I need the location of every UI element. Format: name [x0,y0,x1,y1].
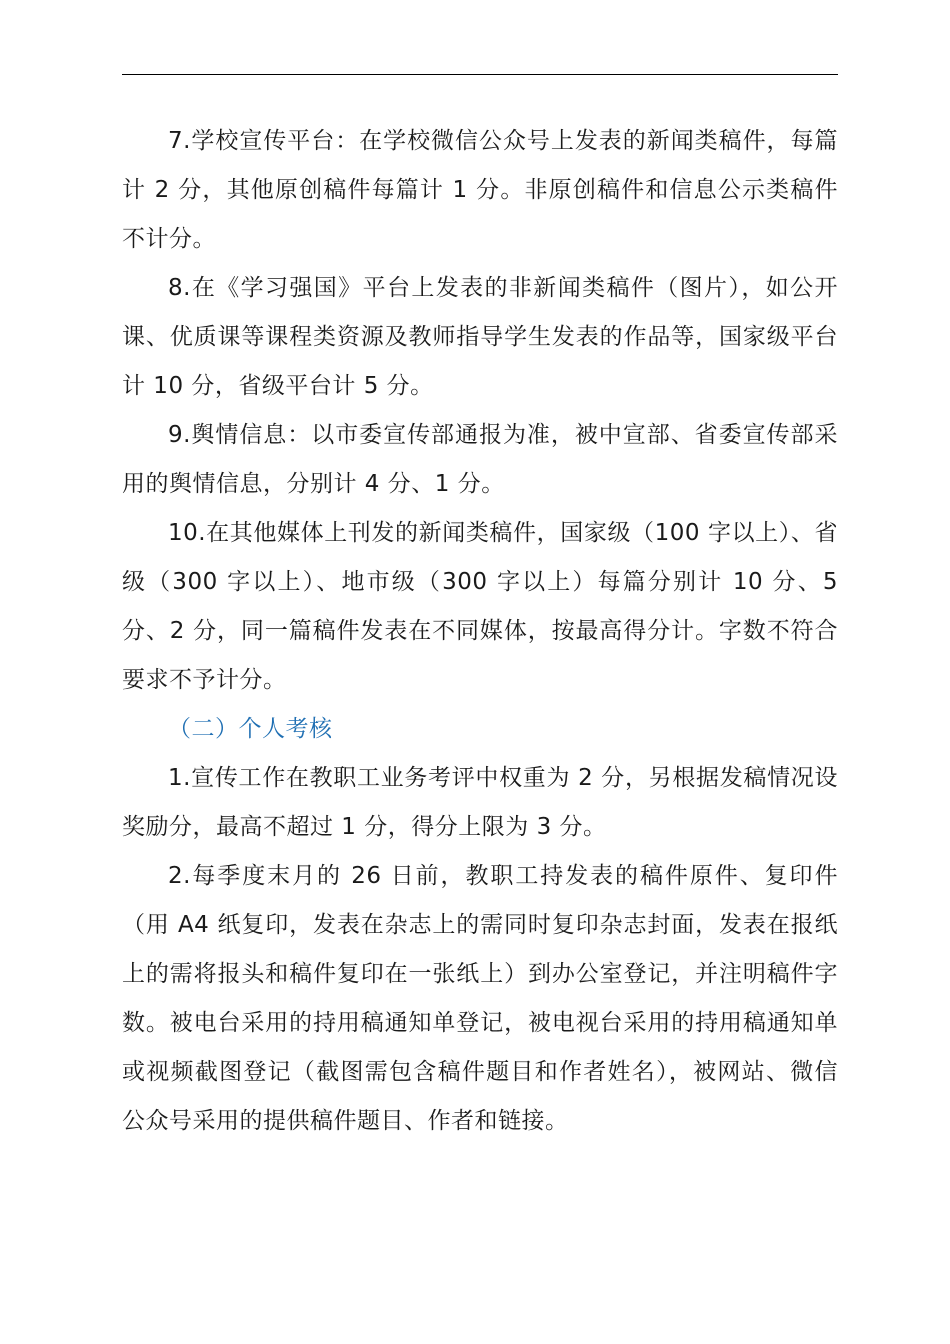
paragraph-personal-2: 2.每季度末月的 26 日前，教职工持发表的稿件原件、复印件（用 A4 纸复印，发表在杂志上的需同时复印杂志封面，发表在报纸上的需将报头和稿件复印在一张纸上）到办公室登记，并注明稿件字数。被电台采用的持用稿通知单登记，被电视台采用的持用稿通知单或视频截图登记（截图需包含稿件题目和作者姓名），被网站、微信公众号采用的提供稿件题目、作者和链接。 [122,863,838,1134]
paragraph-personal-1: 1.宣传工作在教职工业务考评中权重为 2 分，另根据发稿情况设奖励分，最高不超过 1 分，得分上限为 3 分。 [122,765,838,840]
paragraph-item-7: 7.学校宣传平台：在学校微信公众号上发表的新闻类稿件，每篇计 2 分，其他原创稿件每篇计 1 分。非原创稿件和信息公示类稿件不计分。 [122,128,838,252]
paragraph-item-10: 10.在其他媒体上刊发的新闻类稿件，国家级（100 字以上）、省级（300 字以上）、地市级（300 字以上）每篇分别计 10 分、5 分、2 分，同一篇稿件发表在不同媒体，按最高得分计。字数不符合要求不予计分。 [122,520,838,693]
paragraph-item-9: 9.舆情信息：以市委宣传部通报为准，被中宣部、省委宣传部采用的舆情信息，分别计 4 分、1 分。 [122,422,838,497]
paragraph-item-8: 8.在《学习强国》平台上发表的非新闻类稿件（图片），如公开课、优质课等课程类资源及教师指导学生发表的作品等，国家级平台计 10 分，省级平台计 5 分。 [122,275,838,399]
header-rule [122,74,838,75]
document-body [122,117,838,1146]
section-heading-personal-assessment: （二）个人考核 [168,716,333,742]
